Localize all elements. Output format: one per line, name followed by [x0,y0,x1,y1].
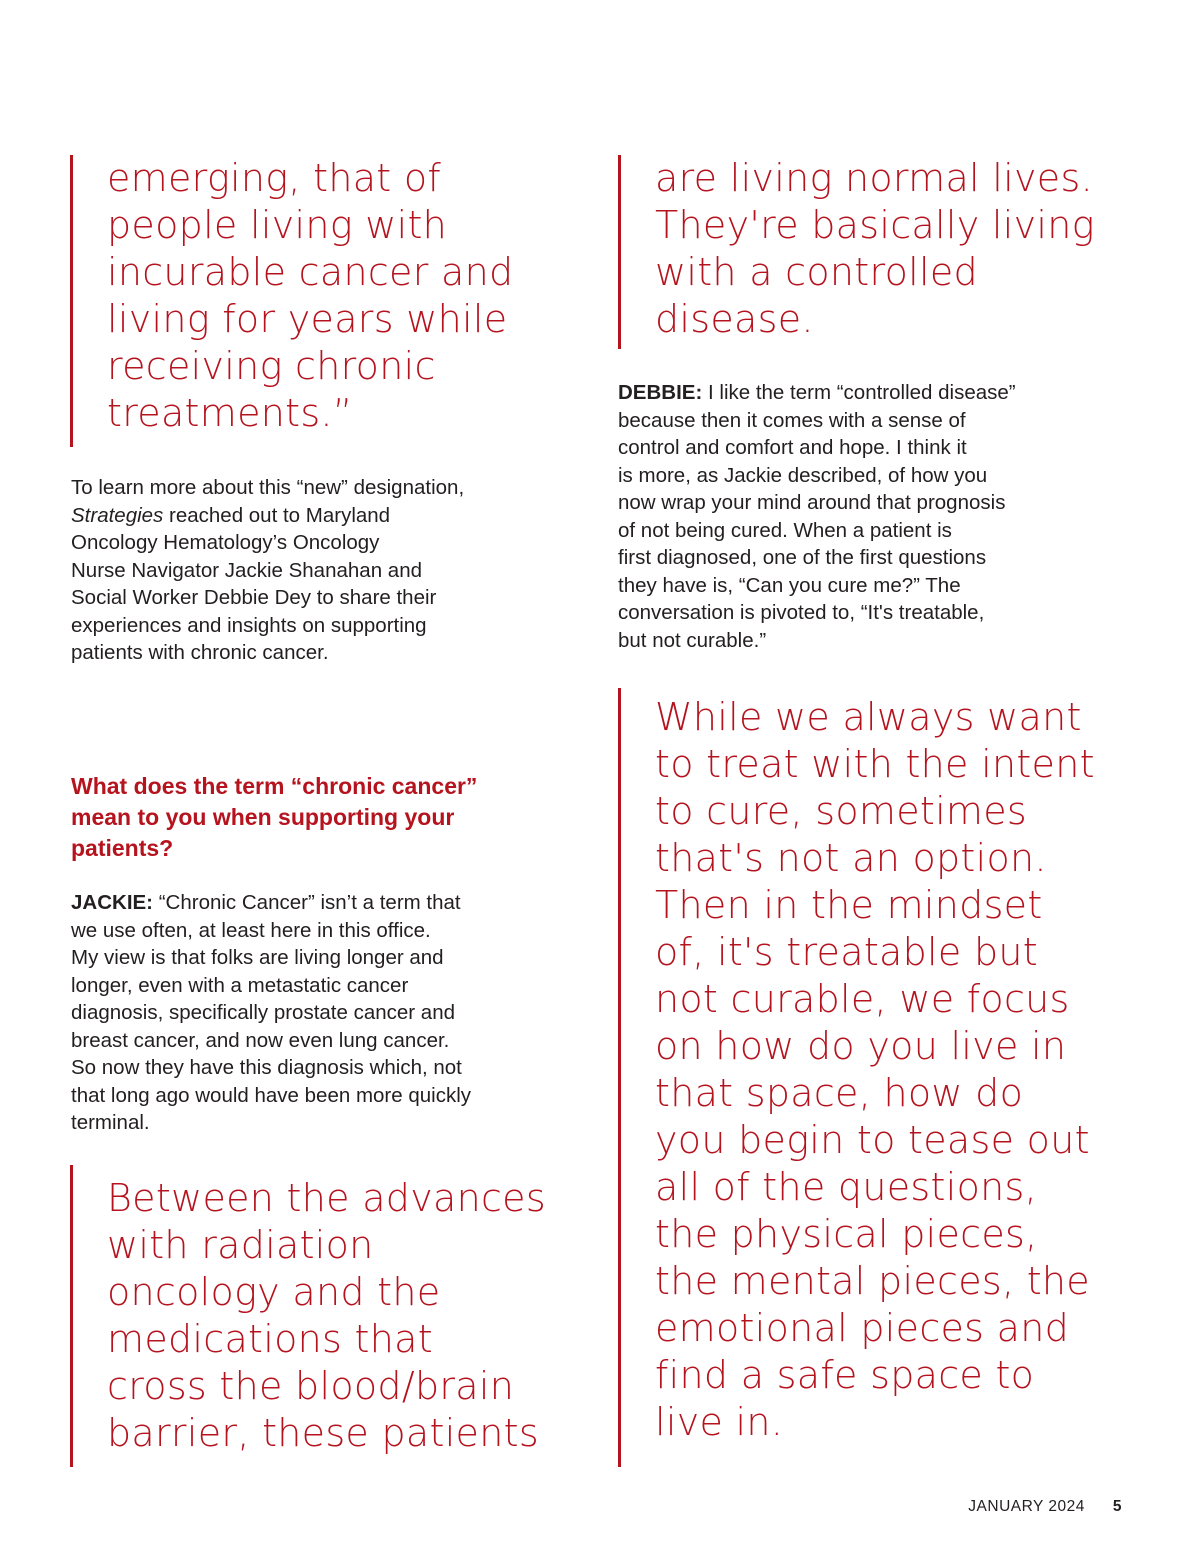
intro-line: Oncology Hematology’s Oncology [71,531,380,554]
intro-line: Nurse Navigator Jackie Shanahan and [71,558,422,582]
question-line: What does the term “chronic cancer” [71,773,478,799]
pull-quote-line: the physical pieces, [655,1212,1038,1256]
answer-line: we use often, at least here in this office. [71,918,431,942]
speaker-label: JACKIE: [71,891,154,914]
pull-quote-top-right [618,155,1095,349]
pull-quote-line: with a controlled [655,250,978,294]
answer-line: now wrap your mind around that prognosis [618,491,1006,514]
intro-line-rest: reached out to Maryland [163,503,391,527]
pull-quote-line: barrier, these patients [107,1411,539,1455]
answer-line: longer, even with a metastatic cancer [71,973,409,997]
answer-line [618,379,1016,407]
intro-line: patients with chronic cancer. [71,641,329,664]
jackie-answer [71,889,471,1137]
pull-quote-line: you begin to tease out [655,1118,1090,1162]
answer-line-rest: “Chronic Cancer” isn’t a term that [153,891,461,914]
answer-line: but not curable.” [618,628,767,652]
answer-line: So now they have this diagnosis which, not [71,1056,462,1079]
answer-line: because then it comes with a sense of [618,408,966,432]
pull-quote-line: emerging, that of [107,156,442,200]
answer-line: that long ago would have been more quickly [71,1083,472,1107]
pull-quote-bottom-left [70,1165,546,1467]
question-heading [71,771,477,864]
pull-quote-line: incurable cancer and [107,250,514,294]
speaker-label: DEBBIE: [618,381,703,404]
answer-line: of not being cured. When a patient is [618,518,952,542]
pull-quote-line: Then in the mindset [655,883,1043,927]
answer-line: is more, as Jackie described, of how you [618,463,988,487]
intro-line: To learn more about this “new” designation, [71,476,465,499]
pull-quote-line: to cure, sometimes [655,789,1028,833]
page-number: 5 [1112,1498,1122,1515]
pull-quote-line: that space, how do [655,1071,1024,1115]
pull-quote-top-left [70,155,513,447]
pull-quote-right-large [618,688,1095,1467]
pull-quote-line: on how do you live in [655,1024,1067,1068]
pull-quote-line: medications that [107,1317,433,1361]
answer-line-rest: I like the term “controlled disease” [702,381,1016,404]
pull-quote-line: emotional pieces and [655,1306,1070,1350]
pull-quote-line: oncology and the [107,1270,441,1314]
pull-quote-line: disease. [655,297,814,341]
answer-line: My view is that folks are living longer and [71,946,444,969]
pull-quote-line: They're basically living [655,203,1095,247]
answer-line: first diagnosed, one of the first questions [618,546,987,569]
pull-quote-line: live in. [655,1400,784,1444]
pull-quote-line: are living normal lives. [655,156,1093,200]
publication-name: Strategies [71,503,164,527]
page-footer [968,1498,1122,1516]
issue-date: JANUARY 2024 [968,1498,1085,1515]
pull-quote-line: to treat with the intent [655,742,1095,786]
intro-line: experiences and insights on supporting [71,613,427,637]
intro-paragraph [71,474,464,667]
pull-quote-line: all of the questions, [655,1165,1037,1209]
pull-quote-line: with radiation [107,1223,374,1267]
answer-line [71,889,471,917]
pull-quote-line: treatments.” [107,391,353,435]
answer-line: they have is, “Can you cure me?” The [618,573,961,597]
answer-line: diagnosis, specifically prostate cancer and [71,1001,456,1024]
question-line: patients? [71,835,174,861]
answer-line: terminal. [71,1111,150,1134]
pull-quote-line: not curable, we focus [655,977,1070,1021]
answer-line: control and comfort and hope. I think it [618,436,967,459]
answer-line: conversation is pivoted to, “It's treatable, [618,601,985,624]
pull-quote-line: people living with [107,203,448,247]
answer-line: breast cancer, and now even lung cancer. [71,1028,450,1052]
pull-quote-line: cross the blood/brain [107,1364,515,1408]
pull-quote-line: Between the advances [107,1176,546,1220]
pull-quote-line: of, it's treatable but [655,930,1038,974]
question-line: mean to you when supporting your [71,804,455,830]
debbie-answer [618,379,1016,654]
pull-quote-line: the mental pieces, the [655,1259,1090,1303]
pull-quote-line: find a safe space to [655,1353,1035,1397]
pull-quote-line: that's not an option. [655,836,1047,880]
intro-line [71,502,464,530]
intro-line: Social Worker Debbie Dey to share their [71,586,437,609]
pull-quote-line: living for years while [107,297,508,341]
pull-quote-line: While we always want [655,695,1082,739]
pull-quote-line: receiving chronic [107,344,436,388]
